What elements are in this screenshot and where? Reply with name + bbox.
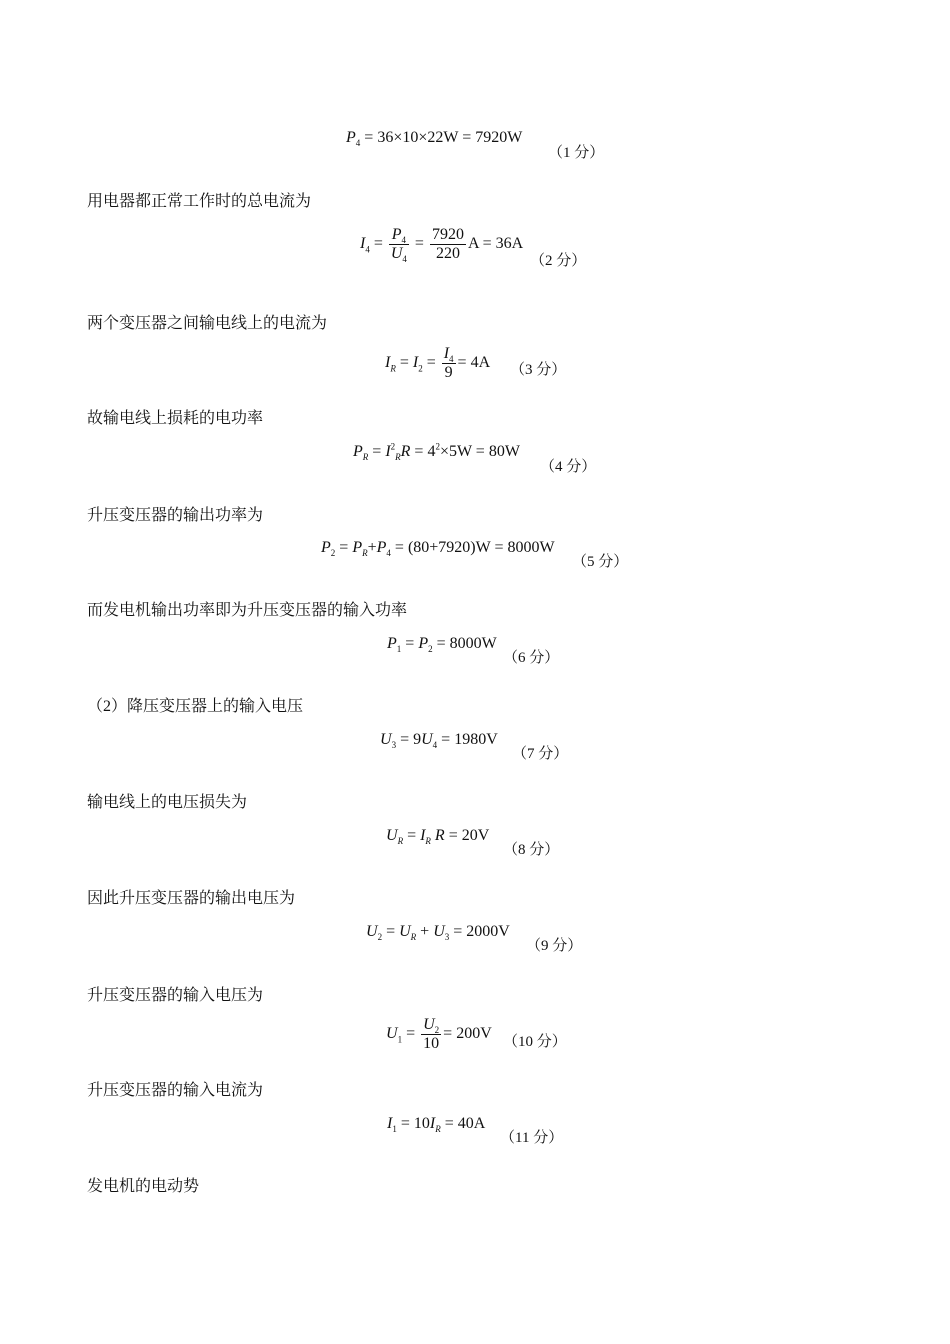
text-line: 发电机的电动势 [87, 1178, 200, 1195]
text-line: 升压变压器的输入电压为 [87, 987, 264, 1004]
text-line: 故输电线上损耗的电功率 [87, 410, 264, 427]
equation-ir: $I_R = I_2$ = $\frac{I_4}{9}$ = 4A [385, 345, 491, 381]
text-line: 输电线上的电压损失为 [87, 794, 248, 811]
equation-ur: $U_R = I_R$ R = 20V [386, 827, 490, 847]
text-line: 升压变压器的输出功率为 [87, 507, 264, 524]
equation-p4: $P_4 = 36\times 10\times 22W = 7920W$ [346, 129, 523, 149]
score-4: （4 分） [540, 459, 597, 475]
score-9: （9 分） [526, 938, 583, 954]
score-2: （2 分） [530, 253, 587, 269]
text-line: 因此升压变压器的输出电压为 [87, 890, 296, 907]
score-7: （7 分） [512, 746, 569, 762]
equation-u3: $U_3 = 9U_4 = 1980V$ [380, 731, 498, 751]
text-line: 而发电机输出功率即为升压变压器的输入功率 [87, 602, 408, 619]
equation-u2: $U_2 = U_R + U_3 = 2000V$ [366, 923, 510, 943]
text-line: 两个变压器之间输电线上的电流为 [87, 315, 328, 332]
equation-pr: $P_R = I^2_RR = 4^2\times 5W = 80W$ [353, 441, 520, 463]
score-1: （1 分） [548, 145, 605, 161]
score-8: （8 分） [503, 842, 560, 858]
text-line: （2）降压变压器上的输入电压 [87, 698, 304, 715]
score-5: （5 分） [572, 554, 629, 570]
score-10: （10 分） [503, 1034, 567, 1050]
score-11: （11 分） [500, 1130, 564, 1146]
text-line: 升压变压器的输入电流为 [87, 1082, 264, 1099]
score-3: （3 分） [510, 362, 567, 378]
text-line: 用电器都正常工作时的总电流为 [87, 193, 312, 210]
equation-p1: $P_1 = P_2 = 8000W$ [387, 635, 497, 655]
equation-u1: $U_1$ = $\frac{U_2}{10}$ = 200V [386, 1016, 492, 1052]
equation-p2: $P_2 = P_R+P_4 = (80+7920)W = 8000W$ [321, 539, 555, 559]
equation-i1: $I_1 = 10I_R = 40A$ [387, 1115, 486, 1135]
equation-i4: $I_4$ = $\frac{P_4}{U_4}$ = $\frac{7920}{220}$ A = 36A [360, 226, 524, 265]
score-6: （6 分） [503, 650, 560, 666]
